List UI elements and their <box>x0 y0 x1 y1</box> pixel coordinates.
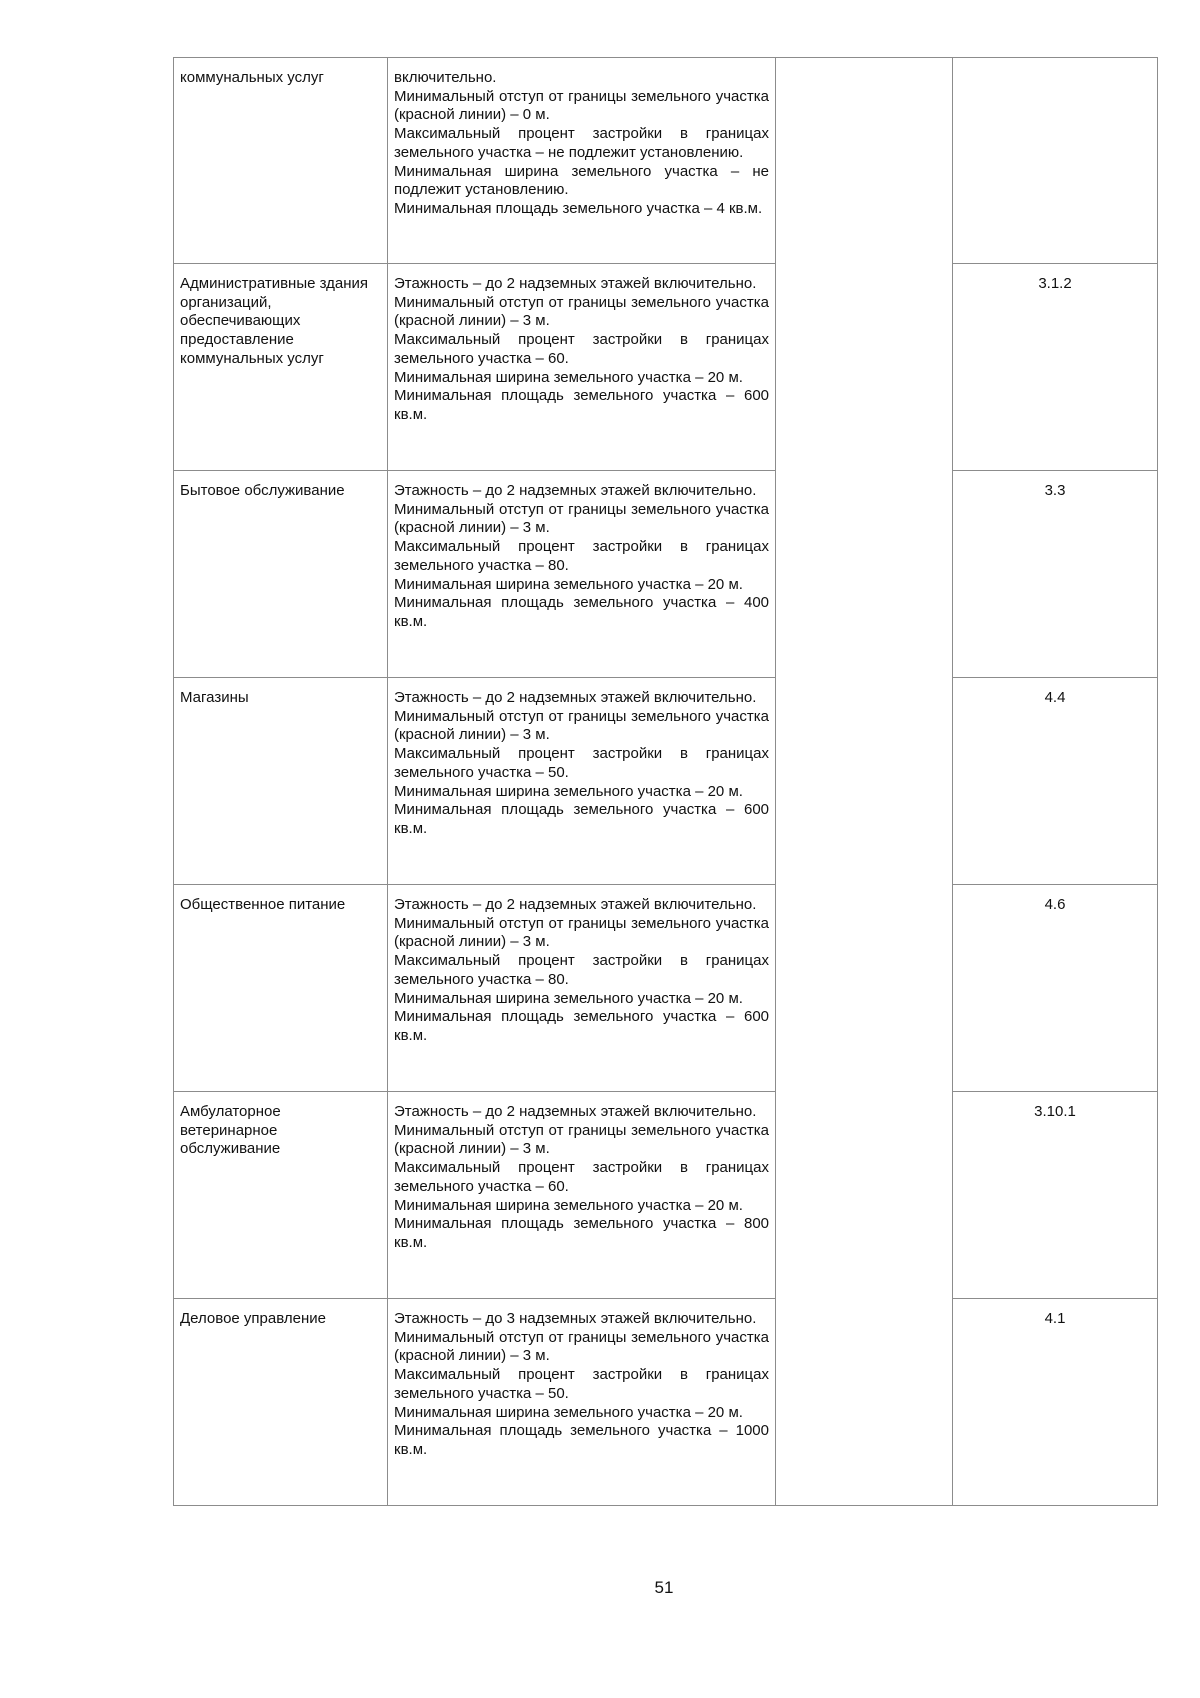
parameter-line: Этажность – до 2 надземных этажей включительно. <box>394 482 757 499</box>
parameter-line: Максимальный процент застройки в границах земельного участка – 80. <box>394 538 769 574</box>
parameter-line: Максимальный процент застройки в границах земельного участка – не подлежит установлению. <box>394 125 769 161</box>
parameter-line: Этажность – до 3 надземных этажей включительно. <box>394 1310 757 1327</box>
parameter-line: Минимальная ширина земельного участка – 20 м. <box>394 1196 743 1214</box>
table-row <box>174 1092 1158 1299</box>
table-row <box>174 678 1158 885</box>
parameters-cell <box>388 1299 776 1506</box>
table-row <box>174 885 1158 1092</box>
parameter-line: Этажность – до 2 надземных этажей включительно. <box>394 275 757 292</box>
use-code-cell: 3.3 <box>953 471 1158 678</box>
empty-cell <box>776 678 953 885</box>
use-name-cell: Общественное питание <box>174 885 388 1092</box>
parameters-cell <box>388 58 776 264</box>
parameter-line: Максимальный процент застройки в границах земельного участка – 60. <box>394 331 769 367</box>
parameters-cell <box>388 1092 776 1299</box>
use-code-cell: 4.4 <box>953 678 1158 885</box>
parameter-line: Этажность – до 2 надземных этажей включительно. <box>394 1103 757 1120</box>
parameter-line: Минимальная площадь земельного участка – 4 кв.м. <box>394 199 763 217</box>
page-number: 51 <box>654 1578 674 1597</box>
parameters-cell <box>388 264 776 471</box>
parameter-line: Минимальная ширина земельного участка – 20 м. <box>394 368 743 386</box>
parameters-cell <box>388 678 776 885</box>
parameter-line: Максимальный процент застройки в границах земельного участка – 60. <box>394 1159 769 1195</box>
parameter-line: Минимальный отступ от границы земельного участка (красной линии) – 0 м. <box>394 87 769 124</box>
use-name-cell: Бытовое обслуживание <box>174 471 388 678</box>
table-row <box>174 471 1158 678</box>
parameter-line: Минимальный отступ от границы земельного участка (красной линии) – 3 м. <box>394 500 769 537</box>
parameter-line: Минимальная ширина земельного участка – 20 м. <box>394 575 743 593</box>
parameter-line: Этажность – до 2 надземных этажей включительно. <box>394 896 757 913</box>
use-code-cell: 4.6 <box>953 885 1158 1092</box>
use-code-cell <box>953 58 1158 264</box>
use-name-cell: Амбулаторное ветеринарное обслуживание <box>174 1092 388 1299</box>
empty-cell <box>776 471 953 678</box>
parameters-cell <box>388 885 776 1092</box>
parameter-line: Минимальная площадь земельного участка – 600 кв.м. <box>394 1008 769 1044</box>
parameter-line: Минимальная ширина земельного участка – не подлежит установлению. <box>394 162 769 199</box>
use-code-cell: 4.1 <box>953 1299 1158 1506</box>
empty-cell <box>776 885 953 1092</box>
parameter-line: Минимальная площадь земельного участка – 600 кв.м. <box>394 387 769 423</box>
use-name-cell: Деловое управление <box>174 1299 388 1506</box>
parameter-line: Минимальный отступ от границы земельного участка (красной линии) – 3 м. <box>394 707 769 744</box>
parameter-line: Минимальный отступ от границы земельного участка (красной линии) – 3 м. <box>394 914 769 951</box>
parameter-line: Этажность – до 2 надземных этажей включительно. <box>394 689 757 706</box>
empty-cell <box>776 264 953 471</box>
parameter-line: Минимальная площадь земельного участка – 1000 кв.м. <box>394 1422 769 1458</box>
parameters-cell <box>388 471 776 678</box>
parameter-line: Минимальная площадь земельного участка – 400 кв.м. <box>394 594 769 630</box>
parameter-line: Максимальный процент застройки в границах земельного участка – 80. <box>394 952 769 988</box>
table-row <box>174 58 1158 264</box>
parameter-line: включительно. <box>394 69 497 86</box>
permitted-use-table <box>173 57 1158 1506</box>
use-name-cell: коммунальных услуг <box>174 58 388 264</box>
empty-cell <box>776 58 953 264</box>
use-code-cell: 3.1.2 <box>953 264 1158 471</box>
use-code-cell: 3.10.1 <box>953 1092 1158 1299</box>
table-row <box>174 1299 1158 1506</box>
table-row <box>174 264 1158 471</box>
empty-cell <box>776 1092 953 1299</box>
use-name-cell: Административные здания организаций, обеспечивающих предоставление коммунальных услуг <box>174 264 388 471</box>
parameter-line: Максимальный процент застройки в границах земельного участка – 50. <box>394 745 769 781</box>
parameter-line: Минимальная площадь земельного участка – 600 кв.м. <box>394 801 769 837</box>
parameter-line: Минимальная ширина земельного участка – 20 м. <box>394 989 743 1007</box>
empty-cell <box>776 1299 953 1506</box>
parameter-line: Минимальная ширина земельного участка – 20 м. <box>394 782 743 800</box>
parameter-line: Минимальный отступ от границы земельного участка (красной линии) – 3 м. <box>394 1121 769 1158</box>
parameter-line: Минимальная ширина земельного участка – 20 м. <box>394 1403 743 1421</box>
parameter-line: Минимальный отступ от границы земельного участка (красной линии) – 3 м. <box>394 293 769 330</box>
parameter-line: Максимальный процент застройки в границах земельного участка – 50. <box>394 1366 769 1402</box>
parameter-line: Минимальный отступ от границы земельного участка (красной линии) – 3 м. <box>394 1328 769 1365</box>
parameter-line: Минимальная площадь земельного участка – 800 кв.м. <box>394 1215 769 1251</box>
use-name-cell: Магазины <box>174 678 388 885</box>
